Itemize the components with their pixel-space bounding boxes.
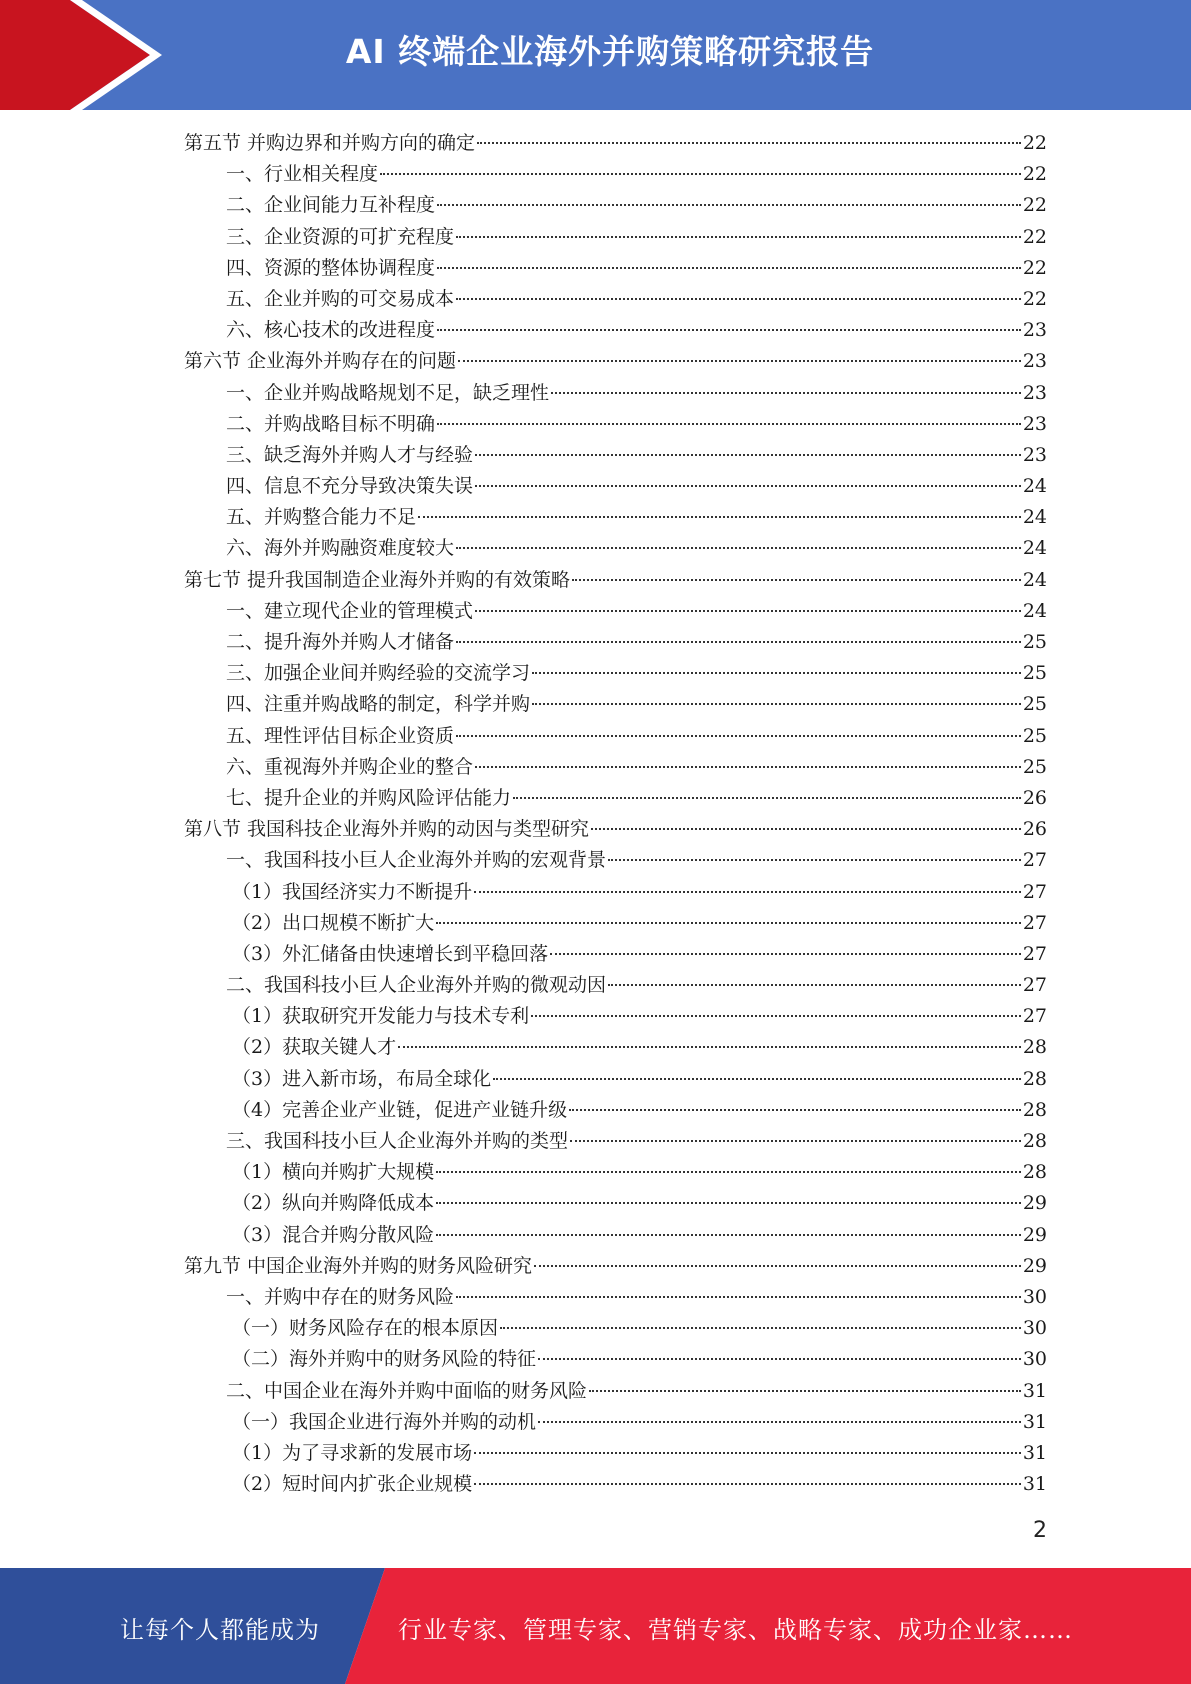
toc-entry-title: （4）完善企业产业链，促进产业链升级 bbox=[232, 1098, 568, 1121]
toc-entry-page: 28 bbox=[1022, 1036, 1047, 1059]
toc-dot-leader bbox=[475, 610, 1021, 612]
toc-entry-title: （1）我国经济实力不断提升 bbox=[232, 880, 473, 903]
toc-dot-leader bbox=[534, 1265, 1021, 1267]
toc-entry-page: 29 bbox=[1022, 1192, 1047, 1215]
toc-entry-title: 三、缺乏海外并购人才与经验 bbox=[226, 443, 474, 466]
toc-entry-page: 31 bbox=[1022, 1379, 1047, 1402]
toc-dot-leader bbox=[591, 828, 1021, 830]
toc-entry-page: 24 bbox=[1022, 506, 1047, 529]
toc-entry[interactable] bbox=[184, 346, 1047, 377]
toc-dot-leader bbox=[474, 1452, 1021, 1454]
toc-entry[interactable] bbox=[184, 908, 1047, 939]
toc-dot-leader bbox=[437, 423, 1021, 425]
toc-entry[interactable] bbox=[184, 658, 1047, 689]
toc-entry-title: （2）获取关键人才 bbox=[232, 1036, 397, 1059]
toc-entry-page: 23 bbox=[1022, 443, 1047, 466]
toc-entry-title: 第七节 提升我国制造企业海外并购的有效策略 bbox=[184, 568, 571, 591]
toc-dot-leader bbox=[477, 142, 1021, 144]
toc-entry[interactable] bbox=[184, 502, 1047, 533]
toc-entry[interactable] bbox=[184, 877, 1047, 908]
toc-entry-title: 一、并购中存在的财务风险 bbox=[226, 1285, 455, 1308]
toc-entry-page: 23 bbox=[1022, 381, 1047, 404]
toc-entry[interactable] bbox=[184, 752, 1047, 783]
page-number: 2 bbox=[1033, 1518, 1047, 1543]
toc-entry-title: （一）我国企业进行海外并购的动机 bbox=[232, 1410, 537, 1433]
toc-entry-page: 25 bbox=[1022, 662, 1047, 685]
toc-entry[interactable] bbox=[184, 1126, 1047, 1157]
toc-entry[interactable] bbox=[184, 128, 1047, 159]
toc-entry-page: 24 bbox=[1022, 475, 1047, 498]
toc-entry-page: 29 bbox=[1022, 1254, 1047, 1277]
toc-entry-page: 22 bbox=[1022, 287, 1047, 310]
toc-entry-title: 二、企业间能力互补程度 bbox=[226, 194, 436, 217]
toc-entry-title: 第八节 我国科技企业海外并购的动因与类型研究 bbox=[184, 818, 590, 841]
toc-entry-page: 27 bbox=[1022, 880, 1047, 903]
toc-entry-page: 30 bbox=[1022, 1317, 1047, 1340]
toc-entry[interactable] bbox=[184, 721, 1047, 752]
toc-entry-title: （1）横向并购扩大规模 bbox=[232, 1161, 435, 1184]
toc-dot-leader bbox=[456, 641, 1021, 643]
toc-entry[interactable] bbox=[184, 159, 1047, 190]
toc-entry[interactable] bbox=[184, 222, 1047, 253]
toc-entry-page: 28 bbox=[1022, 1098, 1047, 1121]
toc-entry-page: 29 bbox=[1022, 1223, 1047, 1246]
toc-entry-page: 25 bbox=[1022, 693, 1047, 716]
toc-entry-title: （一）财务风险存在的根本原因 bbox=[232, 1317, 499, 1340]
toc-dot-leader bbox=[538, 1421, 1021, 1423]
toc-dot-leader bbox=[458, 360, 1021, 362]
toc-entry-title: 六、核心技术的改进程度 bbox=[226, 319, 436, 342]
toc-dot-leader bbox=[608, 859, 1021, 861]
toc-dot-leader bbox=[437, 267, 1021, 269]
toc-dot-leader bbox=[570, 1140, 1021, 1142]
footer-banner bbox=[0, 1568, 1191, 1684]
toc-entry-title: （1）为了寻求新的发展市场 bbox=[232, 1441, 473, 1464]
footer-slogan-right: 行业专家、管理专家、营销专家、战略专家、成功企业家…… bbox=[398, 1616, 1073, 1644]
toc-entry[interactable] bbox=[184, 1251, 1047, 1282]
toc-dot-leader bbox=[398, 1046, 1021, 1048]
toc-entry[interactable] bbox=[184, 1220, 1047, 1251]
toc-dot-leader bbox=[589, 1390, 1021, 1392]
toc-dot-leader bbox=[608, 984, 1021, 986]
toc-entry-title: 第六节 企业海外并购存在的问题 bbox=[184, 350, 457, 373]
header-banner bbox=[0, 0, 1191, 110]
toc-entry-title: （3）外汇储备由快速增长到平稳回落 bbox=[232, 942, 549, 965]
toc-dot-leader bbox=[532, 672, 1021, 674]
toc-entry-page: 24 bbox=[1022, 537, 1047, 560]
toc-entry[interactable] bbox=[184, 1313, 1047, 1344]
toc-entry-title: （2）短时间内扩张企业规模 bbox=[232, 1473, 473, 1496]
toc-entry-page: 27 bbox=[1022, 849, 1047, 872]
toc-entry-page: 22 bbox=[1022, 132, 1047, 154]
toc-entry-page: 31 bbox=[1022, 1473, 1047, 1496]
toc-entry[interactable] bbox=[184, 939, 1047, 970]
toc-entry[interactable] bbox=[184, 1157, 1047, 1188]
toc-dot-leader bbox=[531, 1015, 1021, 1017]
toc-dot-leader bbox=[474, 1483, 1021, 1485]
toc-dot-leader bbox=[380, 173, 1021, 175]
toc-dot-leader bbox=[436, 1202, 1021, 1204]
toc-dot-leader bbox=[418, 516, 1021, 518]
toc-dot-leader bbox=[436, 922, 1021, 924]
toc-entry[interactable] bbox=[184, 533, 1047, 564]
toc-entry[interactable] bbox=[184, 378, 1047, 409]
toc-dot-leader bbox=[475, 485, 1021, 487]
toc-entry[interactable] bbox=[184, 1407, 1047, 1438]
table-of-contents bbox=[184, 128, 1047, 1500]
toc-dot-leader bbox=[456, 298, 1021, 300]
toc-dot-leader bbox=[437, 329, 1021, 331]
toc-entry-page: 24 bbox=[1022, 568, 1047, 591]
toc-entry-title: 三、加强企业间并购经验的交流学习 bbox=[226, 662, 531, 685]
toc-entry[interactable] bbox=[184, 409, 1047, 440]
toc-entry-page: 28 bbox=[1022, 1067, 1047, 1090]
toc-dot-leader bbox=[437, 204, 1021, 206]
toc-entry-page: 22 bbox=[1022, 194, 1047, 217]
toc-entry-title: 二、提升海外并购人才储备 bbox=[226, 631, 455, 653]
toc-entry-page: 24 bbox=[1022, 599, 1047, 622]
toc-entry-title: 六、海外并购融资难度较大 bbox=[226, 537, 455, 560]
toc-entry-title: 二、并购战略目标不明确 bbox=[226, 412, 436, 435]
toc-entry-page: 22 bbox=[1022, 163, 1047, 186]
toc-entry-page: 27 bbox=[1022, 942, 1047, 965]
toc-entry-page: 23 bbox=[1022, 412, 1047, 435]
toc-entry-title: （3）混合并购分散风险 bbox=[232, 1223, 435, 1246]
toc-entry[interactable] bbox=[184, 440, 1047, 471]
toc-entry[interactable] bbox=[184, 970, 1047, 1001]
toc-entry-page: 22 bbox=[1022, 256, 1047, 279]
toc-entry[interactable] bbox=[184, 284, 1047, 315]
toc-entry-page: 31 bbox=[1022, 1410, 1047, 1433]
toc-entry-title: （二）海外并购中的财务风险的特征 bbox=[232, 1348, 537, 1371]
toc-entry[interactable] bbox=[184, 315, 1047, 346]
toc-entry[interactable] bbox=[184, 1032, 1047, 1063]
toc-entry[interactable] bbox=[184, 1438, 1047, 1469]
toc-entry-page: 23 bbox=[1022, 319, 1047, 342]
toc-entry-page: 26 bbox=[1022, 786, 1047, 809]
toc-dot-leader bbox=[513, 797, 1021, 799]
toc-entry[interactable] bbox=[184, 1376, 1047, 1407]
toc-entry-title: 七、提升企业的并购风险评估能力 bbox=[226, 786, 512, 809]
toc-entry[interactable] bbox=[184, 1344, 1047, 1375]
toc-entry-page: 25 bbox=[1022, 631, 1047, 653]
toc-dot-leader bbox=[572, 579, 1021, 581]
toc-dot-leader bbox=[550, 953, 1021, 955]
toc-dot-leader bbox=[538, 1358, 1021, 1360]
toc-entry-title: 六、重视海外并购企业的整合 bbox=[226, 755, 474, 778]
toc-entry-page: 26 bbox=[1022, 818, 1047, 841]
toc-entry-title: 第九节 中国企业海外并购的财务风险研究 bbox=[184, 1254, 533, 1277]
toc-entry-page: 27 bbox=[1022, 1005, 1047, 1028]
toc-entry[interactable] bbox=[184, 565, 1047, 596]
toc-dot-leader bbox=[500, 1327, 1021, 1329]
toc-entry[interactable] bbox=[184, 190, 1047, 221]
toc-dot-leader bbox=[456, 236, 1021, 238]
toc-dot-leader bbox=[569, 1109, 1021, 1111]
toc-entry[interactable] bbox=[184, 1188, 1047, 1219]
toc-entry-title: （3）进入新市场，布局全球化 bbox=[232, 1067, 492, 1090]
toc-entry-title: 一、建立现代企业的管理模式 bbox=[226, 599, 474, 622]
toc-dot-leader bbox=[436, 1171, 1021, 1173]
toc-entry-page: 22 bbox=[1022, 225, 1047, 248]
toc-entry-page: 30 bbox=[1022, 1348, 1047, 1371]
toc-dot-leader bbox=[475, 454, 1021, 456]
toc-dot-leader bbox=[532, 703, 1021, 705]
toc-entry-title: 一、我国科技小巨人企业海外并购的宏观背景 bbox=[226, 849, 607, 872]
toc-entry[interactable] bbox=[184, 845, 1047, 876]
toc-dot-leader bbox=[493, 1078, 1021, 1080]
toc-entry-page: 25 bbox=[1022, 724, 1047, 747]
toc-entry-title: 一、企业并购战略规划不足，缺乏理性 bbox=[226, 381, 550, 404]
toc-entry[interactable] bbox=[184, 471, 1047, 502]
toc-entry-page: 28 bbox=[1022, 1130, 1047, 1152]
toc-entry[interactable] bbox=[184, 596, 1047, 627]
toc-entry-page: 23 bbox=[1022, 350, 1047, 373]
report-title: AI 终端企业海外并购策略研究报告 bbox=[345, 32, 875, 71]
toc-entry-title: 四、资源的整体协调程度 bbox=[226, 256, 436, 279]
toc-dot-leader bbox=[551, 392, 1021, 394]
toc-entry-page: 31 bbox=[1022, 1441, 1047, 1464]
toc-entry-title: 一、行业相关程度 bbox=[226, 163, 379, 186]
toc-entry-title: 五、企业并购的可交易成本 bbox=[226, 287, 455, 310]
toc-entry-title: 四、信息不充分导致决策失误 bbox=[226, 475, 474, 498]
toc-entry[interactable] bbox=[184, 1282, 1047, 1313]
toc-dot-leader bbox=[456, 1296, 1021, 1298]
toc-entry[interactable] bbox=[184, 253, 1047, 284]
toc-entry-page: 30 bbox=[1022, 1285, 1047, 1308]
toc-dot-leader bbox=[475, 766, 1021, 768]
toc-entry[interactable] bbox=[184, 627, 1047, 658]
toc-entry-title: （2）出口规模不断扩大 bbox=[232, 911, 435, 934]
toc-entry-title: 二、我国科技小巨人企业海外并购的微观动因 bbox=[226, 974, 607, 997]
toc-entry[interactable] bbox=[184, 1095, 1047, 1126]
toc-entry-title: 五、并购整合能力不足 bbox=[226, 506, 417, 529]
toc-entry-title: （2）纵向并购降低成本 bbox=[232, 1192, 435, 1215]
toc-entry-title: 二、中国企业在海外并购中面临的财务风险 bbox=[226, 1379, 588, 1402]
toc-entry-title: 五、理性评估目标企业资质 bbox=[226, 724, 455, 747]
footer-slogan-left: 让每个人都能成为 bbox=[120, 1616, 320, 1644]
toc-entry[interactable] bbox=[184, 1469, 1047, 1500]
toc-entry[interactable] bbox=[184, 814, 1047, 845]
toc-entry-page: 27 bbox=[1022, 974, 1047, 997]
toc-entry-title: （1）获取研究开发能力与技术专利 bbox=[232, 1005, 530, 1028]
toc-entry[interactable] bbox=[184, 1064, 1047, 1095]
toc-entry[interactable] bbox=[184, 689, 1047, 720]
toc-dot-leader bbox=[474, 891, 1021, 893]
toc-entry[interactable] bbox=[184, 1001, 1047, 1032]
toc-dot-leader bbox=[456, 547, 1021, 549]
toc-entry-title: 四、注重并购战略的制定，科学并购 bbox=[226, 693, 531, 716]
toc-entry-title: 第五节 并购边界和并购方向的确定 bbox=[184, 132, 476, 154]
toc-entry-page: 25 bbox=[1022, 755, 1047, 778]
toc-dot-leader bbox=[456, 735, 1021, 737]
toc-entry-title: 三、企业资源的可扩充程度 bbox=[226, 225, 455, 248]
toc-entry[interactable] bbox=[184, 783, 1047, 814]
toc-entry-title: 三、我国科技小巨人企业海外并购的类型 bbox=[226, 1130, 569, 1152]
toc-entry-page: 28 bbox=[1022, 1161, 1047, 1184]
toc-entry-page: 27 bbox=[1022, 911, 1047, 934]
toc-dot-leader bbox=[436, 1234, 1021, 1236]
